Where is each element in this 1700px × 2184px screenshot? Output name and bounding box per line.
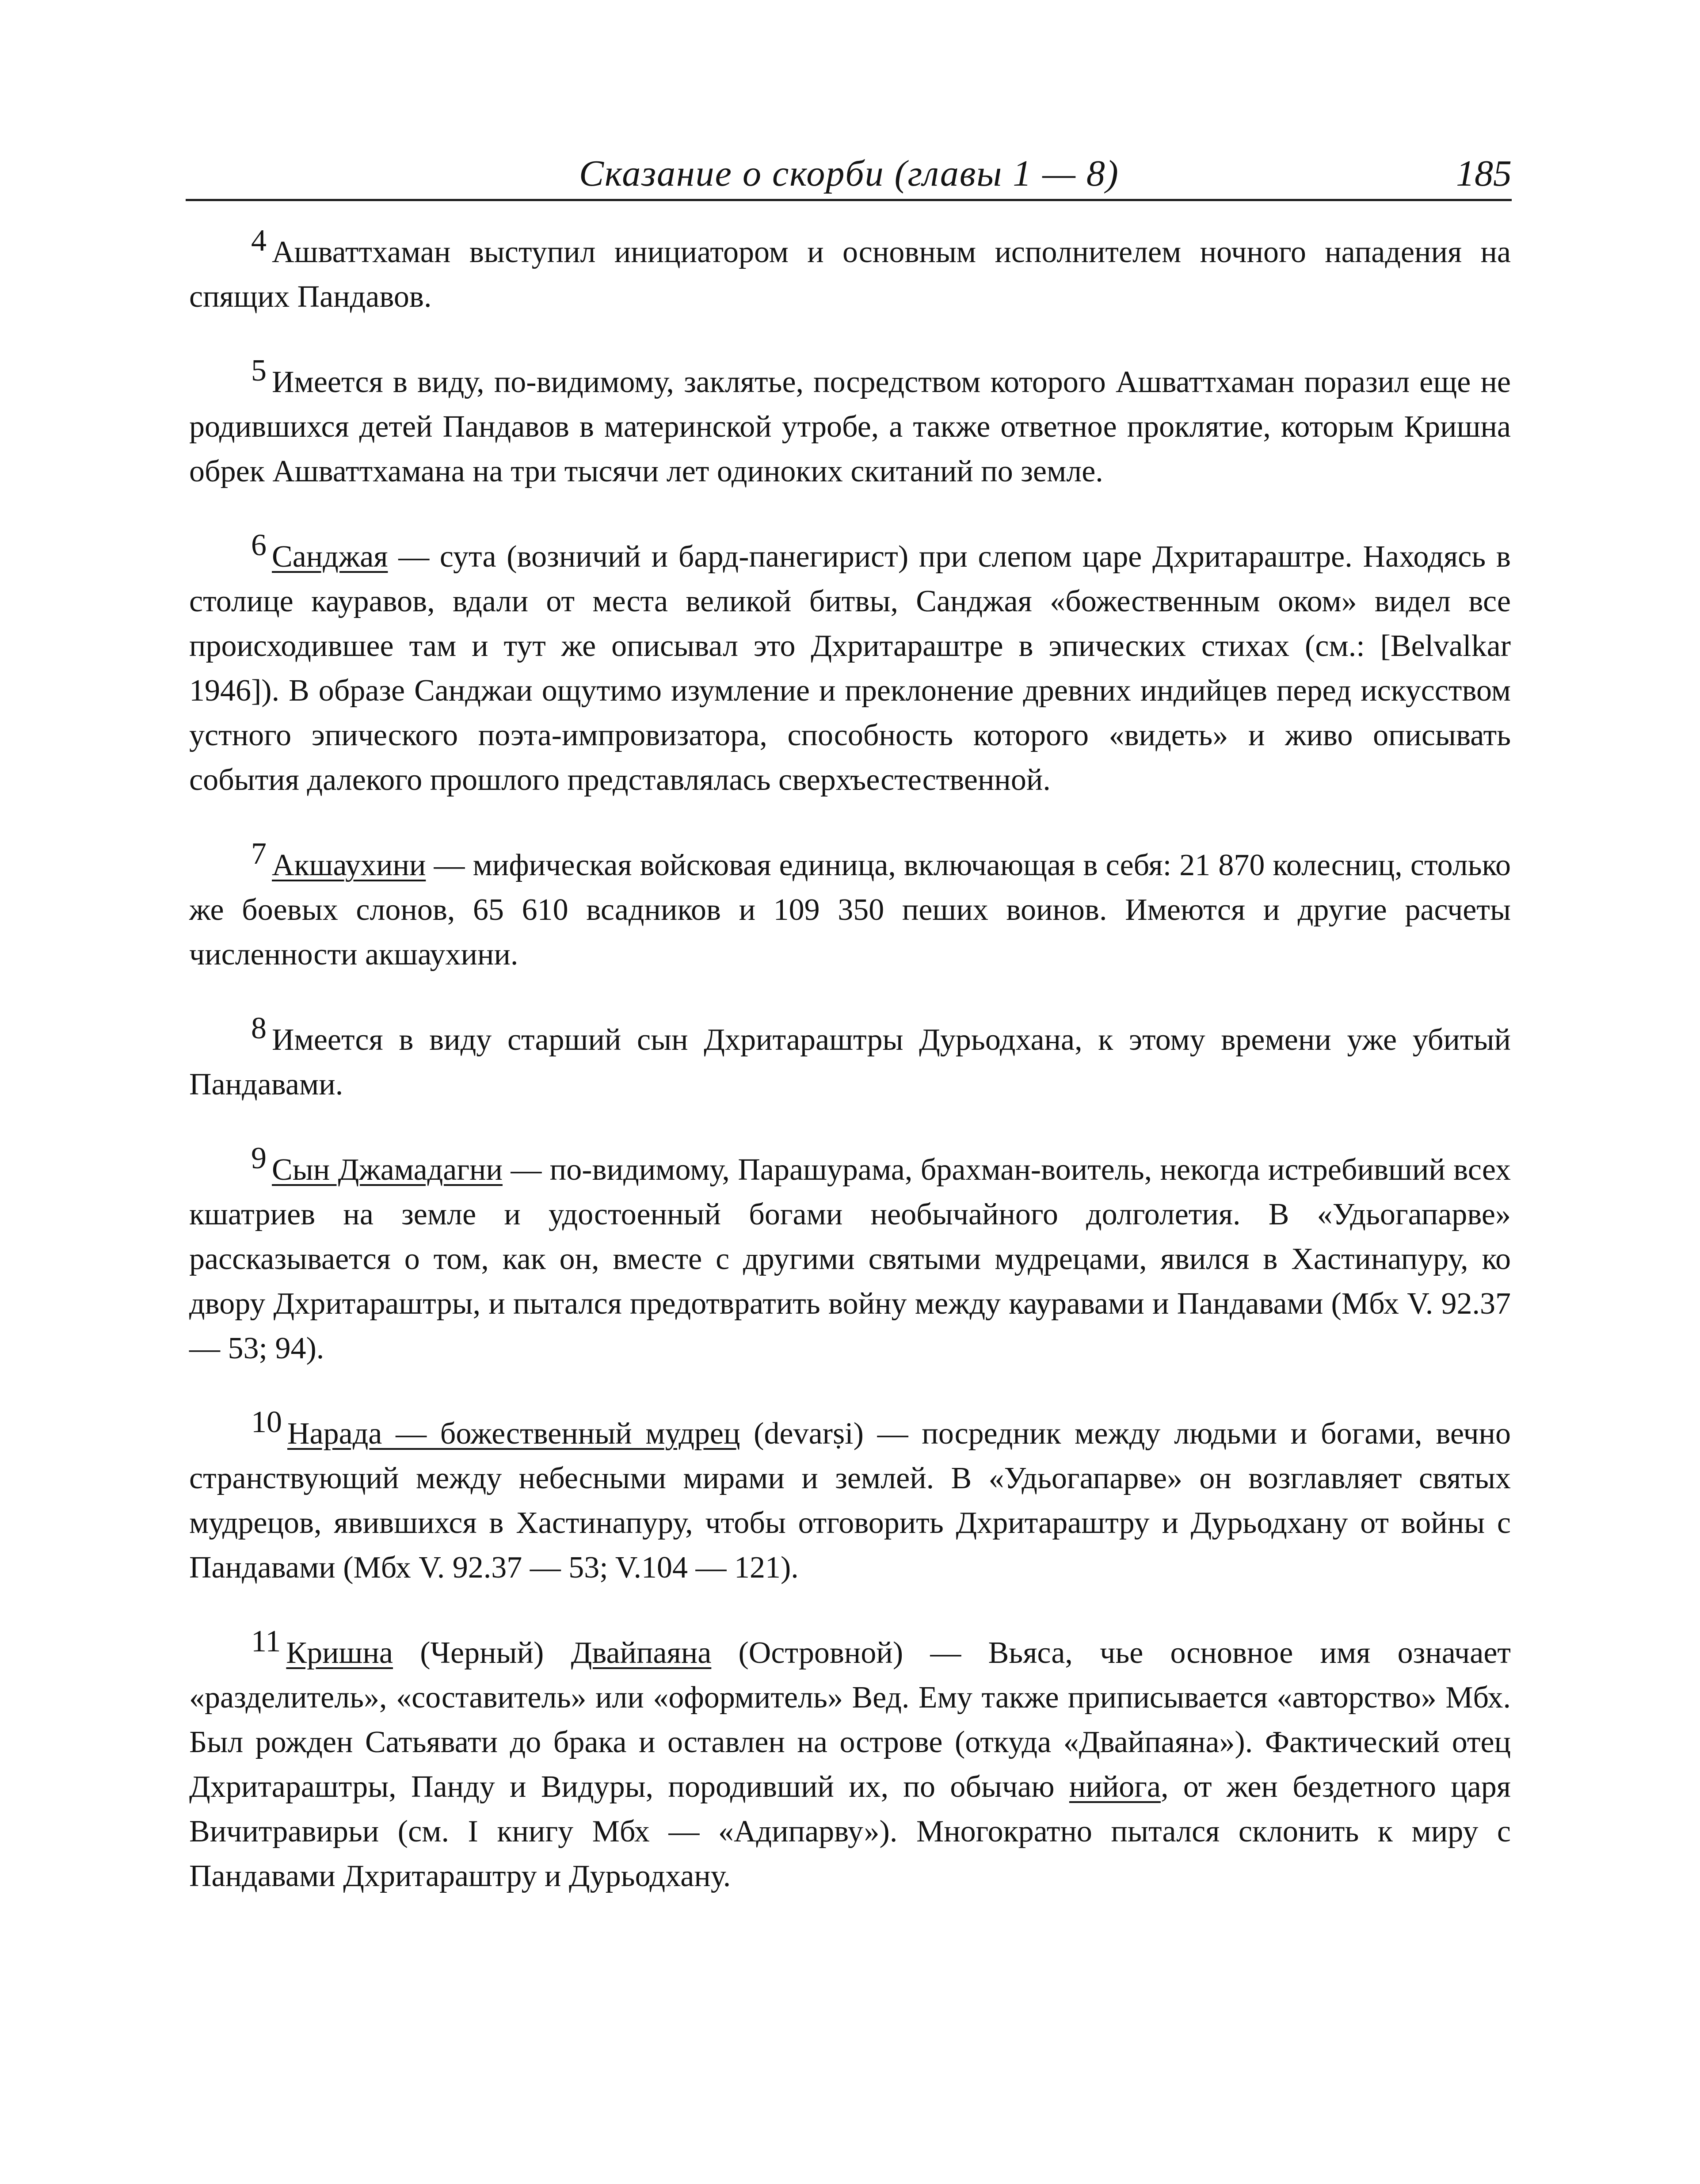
footnote-number: 10 [251, 1405, 282, 1439]
footnote-term: Санджая [272, 540, 388, 574]
footnote-number: 9 [251, 1141, 267, 1175]
footnote-term: Нарада — божественный мудрец [287, 1417, 740, 1451]
footnote-term: Акшаухини [272, 848, 426, 882]
footnote-text: , от жен бездетного царя Вичитравирьи (см. I книгу Мбх — «Адипарву»). Многократно пытался склонить к миру с Пандавами Дхритараштру и Дурьодхану. [189, 1770, 1511, 1893]
footnote-text: — сута (возничий и бард-панегирист) при слепом царе Дхритараштре. Находясь в столице кауравов, вдали от места великой битвы, Санджая «божественным оком» видел все происходившее там и тут же описывал это Дхритараштре в эпических стихах (см.: [Belvalkar 1946]). В образе Санджаи ощутимо изумление и преклонение древних индийцев перед искусством устного эпического поэта-импровизатора, способность которого «видеть» и живо описывать события далекого прошлого представлялась сверхъестественной. [189, 540, 1511, 797]
footnote-text: (Островной) — Вьяса, чье основное имя означает «разделитель», «составитель» или «оформитель» Вед. Ему также приписывается «авторство» Мбх. Был рожден Сатьявати до брака и оставлен на острове (откуда «Двайпаяна»). Фактический отец Дхритараштры, Панду и Видуры, породивший их, по обычаю [189, 1636, 1511, 1804]
footnote-text: — мифическая войсковая единица, включающая в себя: 21 870 колесниц, столько же боевых слонов, 65 610 всадников и 109 350 пеших воинов. Имеются и другие расчеты численности акшаухини. [189, 848, 1511, 972]
footnote-text: Имеется в виду старший сын Дхритараштры Дурьодхана, к этому времени уже убитый Пандавами. [189, 1023, 1511, 1102]
footnote-7 [189, 837, 1511, 977]
footnotes [189, 224, 1511, 1898]
footnote-number: 6 [251, 528, 267, 562]
footnote-10 [189, 1405, 1511, 1590]
footnote-number: 8 [251, 1011, 267, 1045]
page-number: 185 [1456, 153, 1512, 194]
footnote-term: Сын Джамадагни [272, 1153, 503, 1187]
footnote-term-2: Двайпаяна [571, 1636, 712, 1670]
footnote-4 [189, 224, 1511, 319]
page-header [186, 146, 1512, 201]
footnote-8 [189, 1011, 1511, 1107]
footnote-term-3: нийога [1069, 1770, 1161, 1804]
footnote-number: 4 [251, 224, 267, 258]
footnote-text: (Черный) [393, 1636, 571, 1670]
footnote-5 [189, 354, 1511, 494]
footnote-text: Имеется в виду, по-видимому, заклятье, посредством которого Ашваттхаман поразил еще не родившихся детей Пандавов в материнской утробе, а также ответное проклятие, которым Кришна обрек Ашваттхамана на три тысячи лет одиноких скитаний по земле. [189, 365, 1511, 488]
footnote-9 [189, 1141, 1511, 1371]
footnote-text: — по-видимому, Парашурама, брахман-воитель, некогда истребивший всех кшатриев на земле и удостоенный богами необычайного долголетия. В «Удьогапарве» рассказывается о том, как он, вместе с другими святыми мудрецами, явился в Хастинапуру, ко двору Дхритараштры, и пытался предотвратить войну между кауравами и Пандавами (Мбх V. 92.37 — 53; 94). [189, 1153, 1511, 1365]
footnote-number: 5 [251, 354, 267, 388]
running-title: Сказание о скорби (главы 1 — 8) [579, 153, 1119, 194]
footnote-text: Ашваттхаман выступил инициатором и основным исполнителем ночного нападения на спящих Пандавов. [189, 235, 1511, 314]
footnote-term: Кришна [286, 1636, 393, 1670]
footnote-number: 7 [251, 837, 267, 871]
footnote-11 [189, 1624, 1511, 1898]
footnote-6 [189, 528, 1511, 802]
footnote-number: 11 [251, 1624, 281, 1658]
footnote-text: (devarṣi) — посредник между людьми и богами, вечно странствующий между небесными мирами и землей. В «Удьогапарве» он возглавляет святых мудрецов, явившихся в Хастинапуру, чтобы отговорить Дхритараштру и Дурьодхану от войны с Пандавами (Мбх V. 92.37 — 53; V.104 — 121). [189, 1417, 1511, 1585]
